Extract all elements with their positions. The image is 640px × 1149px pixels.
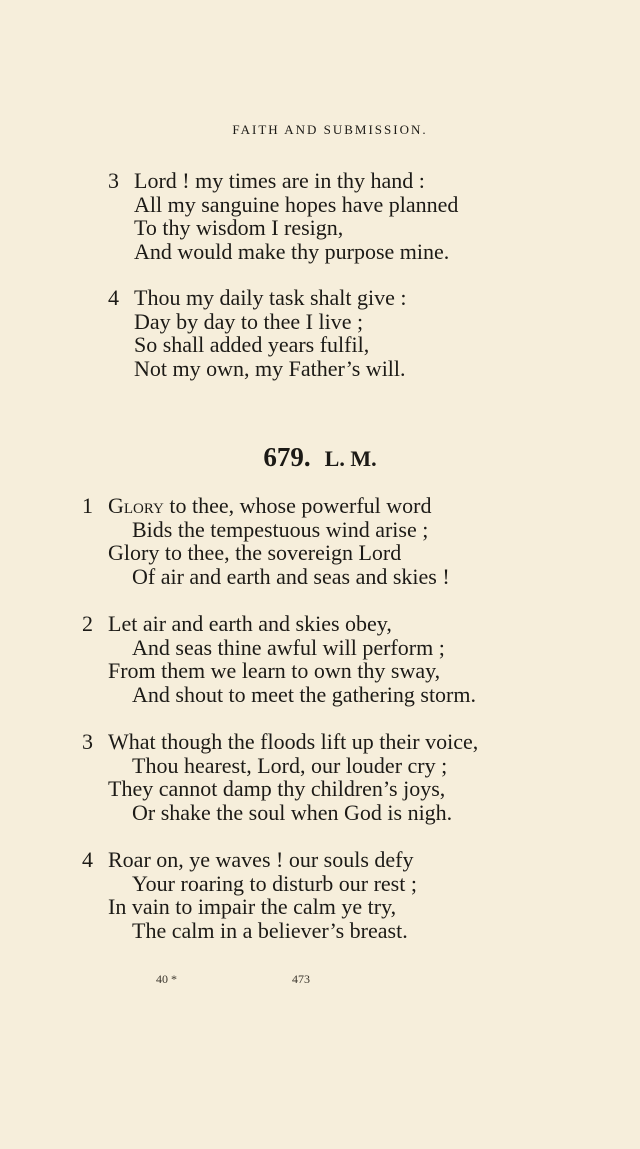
stanza-line — [82, 611, 476, 636]
first-word: Glory — [108, 493, 164, 518]
stanza-line: In vain to impair the calm ye try, — [108, 894, 397, 919]
stanza-line: Glory to thee, the sovereign Lord — [108, 540, 402, 565]
line-text: Lord ! my times are in thy hand : — [134, 168, 425, 193]
stanza-line: Thou hearest, Lord, our louder cry ; — [132, 752, 448, 778]
hymn-stanza-4 — [82, 847, 417, 943]
stanza-line: So shall added years fulfil, — [134, 332, 370, 357]
stanza-number: 3 — [82, 729, 93, 754]
stanza-line: All my sanguine hopes have planned — [134, 191, 459, 217]
prev-stanza-4 — [108, 285, 407, 381]
line-text: Let air and earth and skies obey, — [108, 611, 392, 636]
stanza-line — [82, 847, 417, 872]
hymn-stanza-1 — [82, 493, 450, 589]
stanza-line: Or shake the soul when God is nigh. — [132, 799, 453, 825]
stanza-number: 4 — [82, 847, 93, 872]
stanza-line: From them we learn to own thy sway, — [108, 658, 441, 683]
stanza-line — [82, 729, 479, 754]
line-text: to thee, whose powerful word — [163, 493, 432, 518]
hymn-number: 679. — [263, 442, 311, 472]
stanza-line: Of air and earth and seas and skies ! — [132, 563, 450, 589]
stanza-line: The calm in a believer’s breast. — [132, 917, 408, 943]
hymn-stanza-2 — [82, 611, 476, 707]
page-number: 473 — [292, 972, 310, 986]
stanza-line: To thy wisdom I resign, — [134, 215, 344, 240]
stanza-line: And seas thine awful will perform ; — [132, 634, 445, 660]
prev-stanza-3 — [108, 168, 459, 264]
signature-mark: 40 * — [156, 972, 177, 986]
hymn-stanza-3 — [82, 729, 479, 825]
stanza-number: 3 — [108, 168, 119, 193]
stanza-line — [108, 168, 458, 193]
stanza-line: And would make thy purpose mine. — [134, 238, 450, 264]
running-head: FAITH AND SUBMISSION. — [232, 122, 428, 137]
stanza-line — [82, 493, 450, 518]
stanza-number: 4 — [108, 285, 119, 310]
line-text: Thou my daily task shalt give : — [134, 285, 407, 310]
stanza-line: They cannot damp thy children’s joys, — [108, 776, 446, 801]
stanza-line: And shout to meet the gathering storm. — [132, 681, 476, 707]
stanza-line — [108, 285, 407, 310]
stanza-number: 1 — [82, 493, 93, 518]
line-text: Roar on, ye waves ! our souls defy — [108, 847, 414, 872]
stanza-line: Bids the tempestuous wind arise ; — [132, 516, 429, 542]
hymn-heading — [0, 442, 640, 473]
stanza-line: Not my own, my Father’s will. — [134, 355, 406, 381]
hymn-meter: L. M. — [324, 446, 377, 471]
stanza-number: 2 — [82, 611, 93, 636]
stanza-line: Your roaring to disturb our rest ; — [132, 870, 417, 896]
line-text: What though the floods lift up their voice, — [108, 729, 479, 754]
stanza-line: Day by day to thee I live ; — [134, 308, 364, 334]
